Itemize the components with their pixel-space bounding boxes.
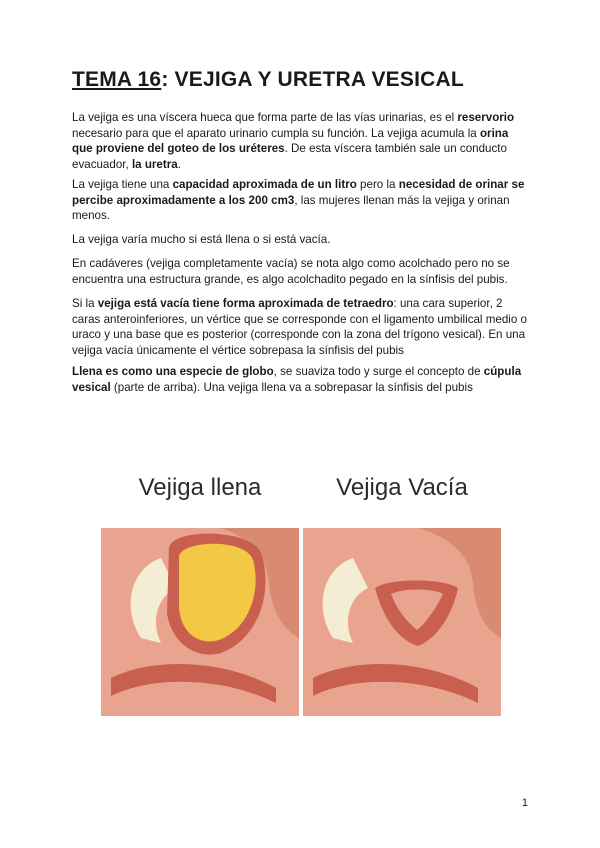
paragraph-3 [72,232,530,248]
text-run: La vejiga varía mucho si está llena o si está vacía. [72,233,331,246]
bold-run: orina que proviene del goteo de los uréteres [72,126,509,155]
page-number: 1 [521,797,528,809]
paragraph-5 [72,296,530,358]
page-title [72,68,464,92]
bladder-figure [101,458,501,716]
bold-run: Llena es como una especie de globo [72,365,274,378]
full-bladder-caption: Vejiga llena [138,474,262,501]
text-run: Si la [72,297,98,310]
empty-bladder-caption: Vejiga Vacía [336,474,468,501]
title-text: : VEJIGA Y URETRA VESICAL [161,68,464,91]
text-run: : una cara superior, 2 caras anteroinferiores, un vértice que se corresponde con el ligamento umbilical medio o uraco y una base que es posterior (corresponde con la zona del trígono vesical). En una vejiga vacía únicamente el vértice sobrepasa la sínfisis del pubis [72,297,527,357]
bold-run: capacidad aproximada de un litro [172,178,357,191]
text-run: (parte de arriba). Una vejiga llena va a sobrepasar la sínfisis del pubis [110,380,473,394]
text-run: En cadáveres (vejiga completamente vacía) se nota algo como acolchado pero no se encuentra una estructura grande, es algo acolchadito pegado en la sínfisis del pubis. [72,257,510,286]
text-run: pero la [356,178,399,191]
bold-run: vejiga está vacía tiene forma aproximada de tetraedro [97,297,394,310]
paragraph-1 [72,110,530,172]
text-run: . [177,157,181,171]
empty-bladder-illustration [303,528,501,716]
bold-run: necesidad de orinar se percibe aproximadamente a los 200 cm3 [72,178,525,207]
full-bladder-illustration [101,528,299,716]
bold-run: reservorio [457,111,515,124]
text-run: , se suaviza todo y surge el concepto de [273,365,484,378]
paragraph-4 [72,256,530,287]
text-run: La vejiga tiene una [72,178,173,191]
text-run: . De esta víscera también sale un conducto evacuador, [72,142,507,171]
full-bladder-panel [101,458,299,716]
text-run: necesario para que el aparato urinario cumpla su función. La vejiga acumula la [72,126,480,140]
text-run: , las mujeres llenan más la vejiga y orinan menos. [72,193,510,222]
paragraph-6 [72,364,530,395]
empty-bladder-panel [303,458,501,716]
title-topic: TEMA 16 [72,68,162,91]
paragraph-2 [72,177,530,224]
text-run: La vejiga es una víscera hueca que forma parte de las vías urinarias, es el [72,111,458,124]
bold-run: cúpula vesical [72,365,522,394]
bold-run: la uretra [131,157,178,171]
